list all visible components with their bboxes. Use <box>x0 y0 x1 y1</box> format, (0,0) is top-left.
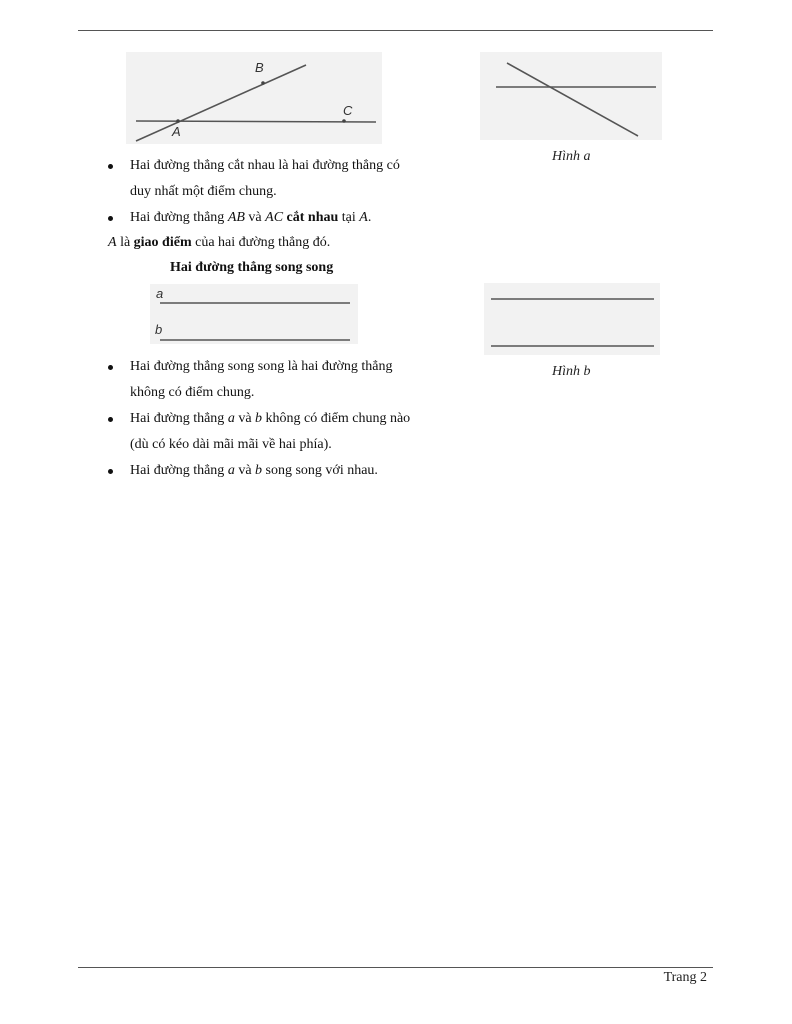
hinh-b-svg <box>484 283 660 355</box>
text: song song với nhau. <box>262 463 378 478</box>
math-a: A <box>359 210 368 225</box>
point-c <box>342 119 346 123</box>
hinh-a-svg <box>480 52 662 140</box>
text: không có điểm chung nào (dù có kéo dài mãi mãi về hai phía). <box>130 411 411 452</box>
list-item <box>106 205 424 231</box>
list-item <box>106 406 424 458</box>
figure-hinh-b <box>484 283 660 355</box>
line-ac <box>136 121 376 122</box>
bold-term: giao điểm <box>133 235 192 250</box>
label-line-b: b <box>155 322 163 337</box>
text: là <box>116 235 134 250</box>
math-a: a <box>227 411 235 426</box>
label-b: B <box>255 60 264 75</box>
figure-hinh-a <box>480 52 662 140</box>
caption-hinh-a: Hình a <box>552 149 591 164</box>
text: tại <box>338 210 360 225</box>
list-item <box>106 153 424 205</box>
parallel-heading: Hai đường thẳng song song <box>170 260 334 275</box>
list-item <box>106 458 424 484</box>
intersecting-lines-svg <box>126 52 382 144</box>
text: . <box>367 210 372 225</box>
math-b: b <box>255 463 263 478</box>
text: và <box>234 463 256 478</box>
point-b <box>261 81 265 85</box>
figure-intersecting-lines <box>126 52 382 144</box>
bullet-text: Hai đường thẳng song song là hai đường thẳng không có điểm chung. <box>130 359 393 400</box>
caption-hinh-b: Hình b <box>552 364 591 379</box>
label-c: C <box>343 103 353 118</box>
math-ab: AB <box>227 210 245 225</box>
page-number: Trang 2 <box>663 970 707 985</box>
text: và <box>234 411 256 426</box>
hinh-a-slanted-line <box>507 63 638 136</box>
text: và <box>244 210 266 225</box>
text: Hai đường thẳng <box>130 411 228 426</box>
bullet-text: Hai đường thẳng cắt nhau là hai đường thẳng có duy nhất một điểm chung. <box>130 158 400 199</box>
parallel-lines-svg <box>150 284 358 344</box>
text: Hai đường thẳng <box>130 210 228 225</box>
text: Hai đường thẳng <box>130 463 228 478</box>
bold-term: cắt nhau <box>286 210 339 225</box>
label-line-a: a <box>156 286 164 301</box>
label-a: A <box>172 124 181 139</box>
point-a <box>176 119 180 123</box>
header-rule <box>78 30 713 31</box>
figure-parallel-lines <box>150 284 358 344</box>
intersection-point-paragraph <box>108 230 330 256</box>
math-a: A <box>108 235 117 250</box>
parallel-bullets <box>106 354 424 484</box>
math-ac: AC <box>265 210 284 225</box>
text: của hai đường thẳng đó. <box>191 235 331 250</box>
footer-rule <box>78 967 713 968</box>
list-item <box>106 354 424 406</box>
intersecting-bullets <box>106 153 424 231</box>
math-a: a <box>227 463 235 478</box>
math-b: b <box>255 411 263 426</box>
line-ab <box>136 65 306 141</box>
